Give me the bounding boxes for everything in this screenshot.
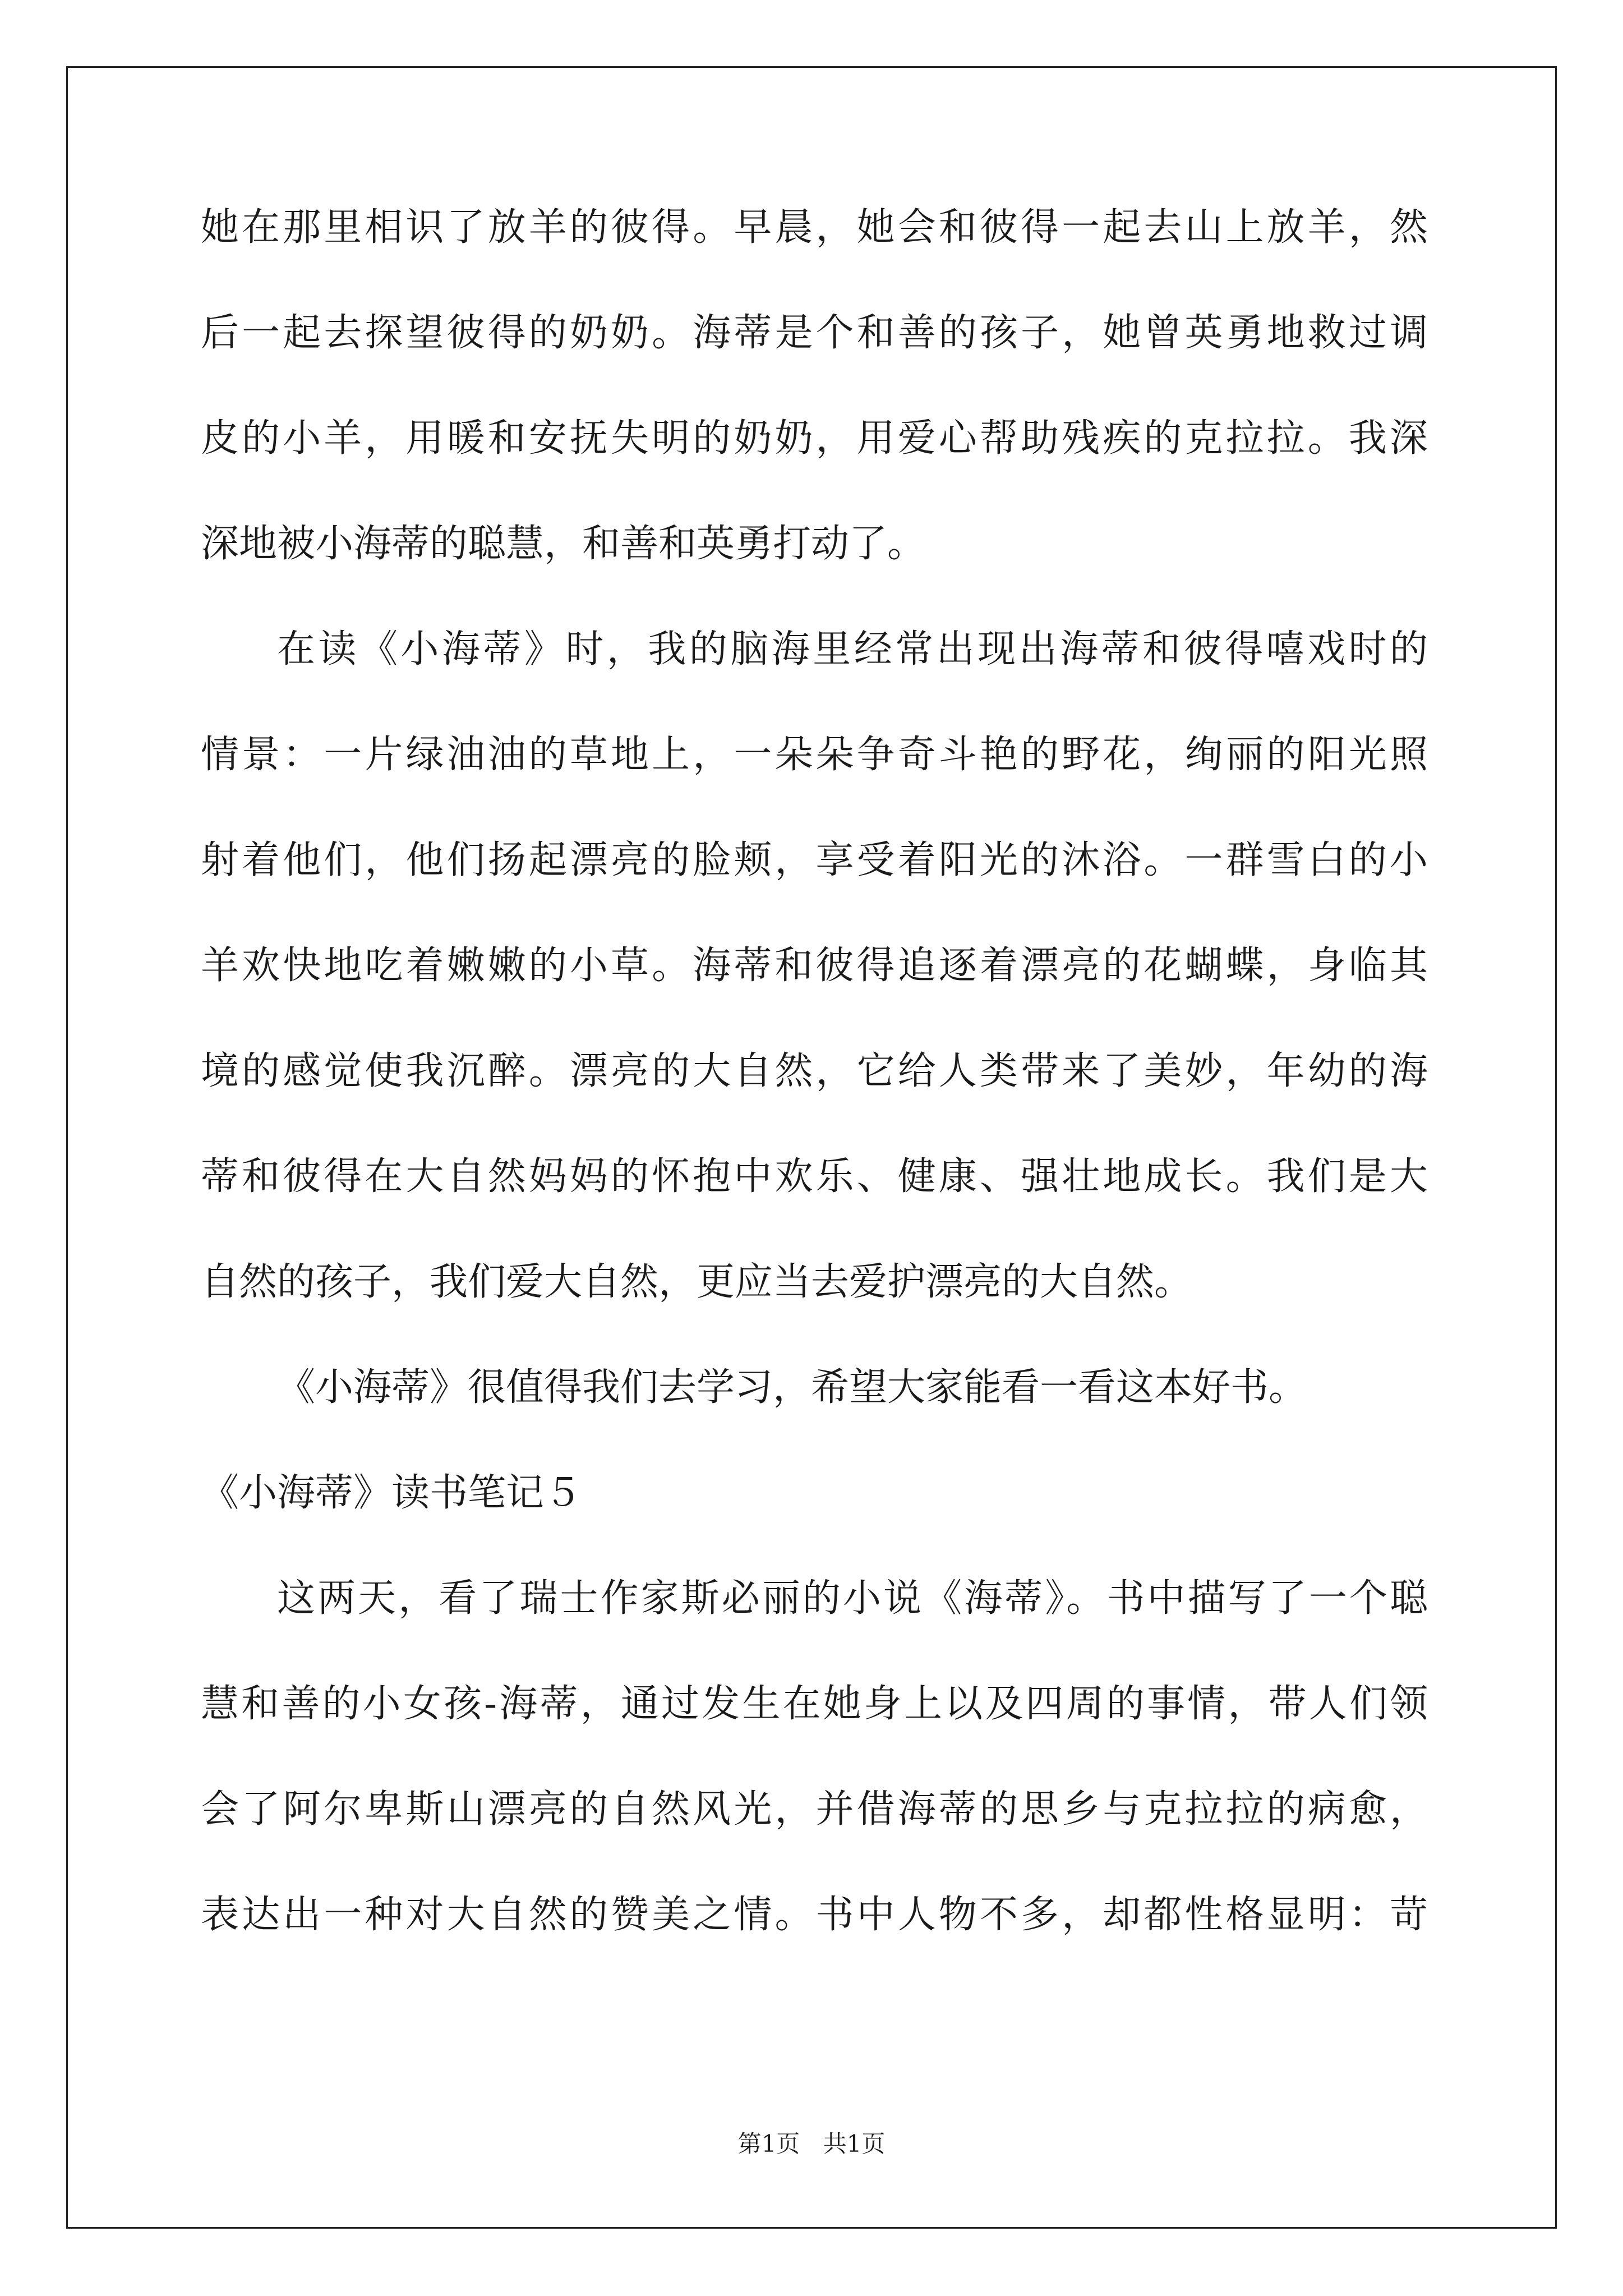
text-line: 她在那里相识了放羊的彼得。早晨，她会和彼得一起去山上放羊，然 (201, 205, 1428, 250)
document-body (201, 205, 1428, 1937)
text-line: 蒂和彼得在大自然妈妈的怀抱中欢乐、健康、强壮地成长。我们是大 (201, 1154, 1428, 1199)
text-line: 羊欢快地吃着嫩嫩的小草。海蒂和彼得追逐着漂亮的花蝴蝶，身临其 (201, 944, 1428, 988)
text-line: 在读《小海蒂》时，我的脑海里经常出现出海蒂和彼得嘻戏时的 (277, 627, 1428, 671)
text-line: 境的感觉使我沉醉。漂亮的大自然，它给人类带来了美妙，年幼的海 (201, 1049, 1428, 1093)
text-line: 《小海蒂》很值得我们去学习，希望大家能看一看这本好书。 (277, 1365, 1307, 1410)
text-line: 后一起去探望彼得的奶奶。海蒂是个和善的孩子，她曾英勇地救过调 (201, 311, 1428, 355)
text-line: 自然的孩子，我们爱大自然，更应当去爱护漂亮的大自然。 (201, 1260, 1193, 1304)
text-line: 深地被小海蒂的聪慧，和善和英勇打动了。 (201, 522, 926, 566)
page-total: 共1页 (823, 2130, 886, 2157)
text-line: 情景：一片绿油油的草地上，一朵朵争奇斗艳的野花，绚丽的阳光照 (201, 733, 1428, 777)
text-line: 会了阿尔卑斯山漂亮的自然风光，并借海蒂的思乡与克拉拉的病愈， (201, 1787, 1428, 1832)
text-line: 慧和善的小女孩-海蒂，通过发生在她身上以及四周的事情，带人们领 (201, 1682, 1428, 1726)
text-line: 皮的小羊，用暖和安抚失明的奶奶，用爱心帮助残疾的克拉拉。我深 (201, 416, 1428, 461)
section-heading: 《小海蒂》读书笔记５ (201, 1471, 583, 1515)
text-line: 射着他们，他们扬起漂亮的脸颊，享受着阳光的沐浴。一群雪白的小 (201, 838, 1428, 882)
page-number: 第1页 (737, 2130, 800, 2157)
text-line: 表达出一种对大自然的赞美之情。书中人物不多，却都性格显明：苛 (201, 1893, 1428, 1937)
text-line: 这两天，看了瑞士作家斯必丽的小说《海蒂》。书中描写了一个聪 (277, 1576, 1428, 1621)
page-footer (0, 2132, 1623, 2156)
